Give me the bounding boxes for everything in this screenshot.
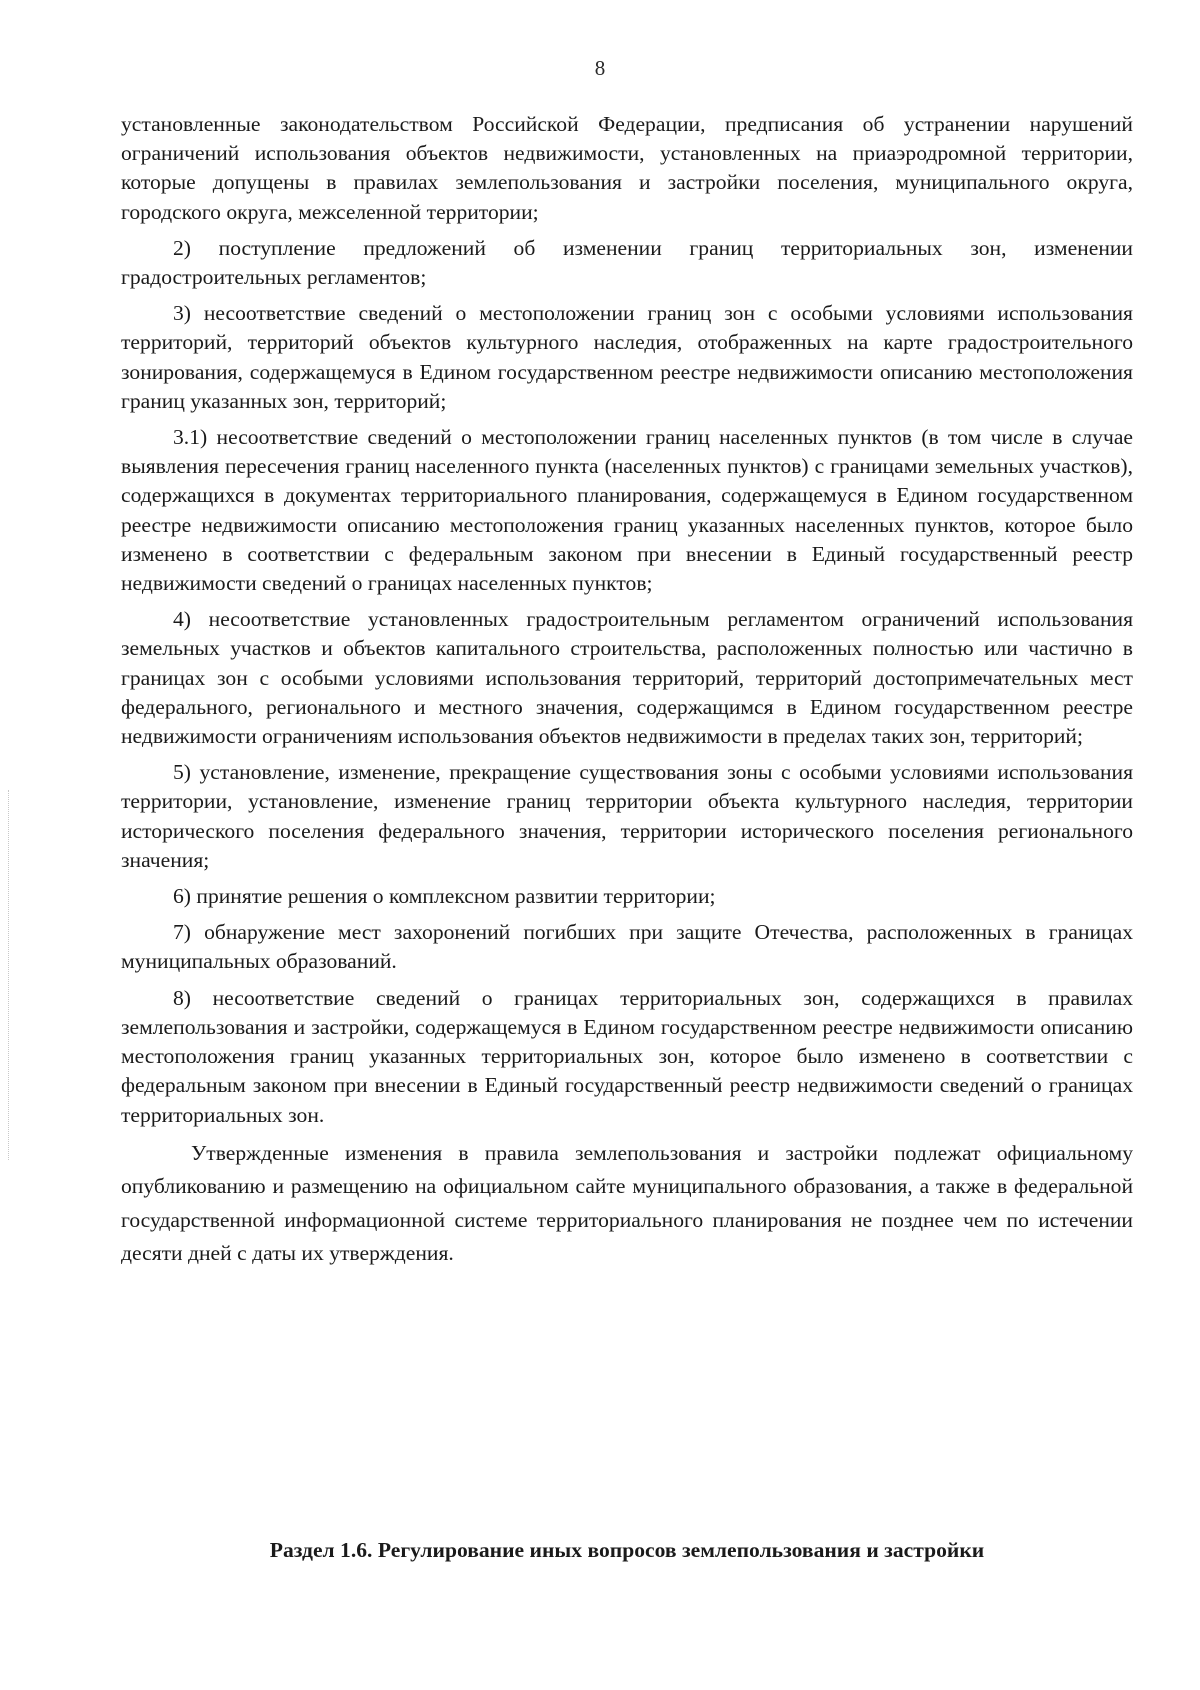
page-number: 8 [594,56,606,80]
scan-margin-artifact [8,790,11,1160]
paragraph-item-8: 8) несоответствие сведений о границах территориальных зон, содержащихся в правилах землепользования и застройки, содержащемуся в Едином государственном реестре недвижимости описанию местоположения границ указанных территориальных зон, которое было изменено в соответствии с федеральным законом при внесении в Единый государственный реестр недвижимости сведений о границах территориальных зон. [121,985,1133,1127]
paragraph-item-3-1: 3.1) несоответствие сведений о местоположении границ населенных пунктов (в том числе в случае выявления пересечения границ населенного пункта (населенных пунктов) с границами земельных участков), содержащихся в документах территориального планирования, содержащемуся в Едином государственном реестре недвижимости описанию местоположения границ указанных населенных пунктов, которое было изменено в соответствии с федеральным законом при внесении в Единый государственный реестр недвижимости сведений о границах населенных пунктов; [121,425,1133,596]
paragraph-item-2: 2) поступление предложений об изменении границ территориальных зон, изменении градостроительных регламентов; [121,235,1133,290]
paragraph-continuation: установленные законодательством Российской Федерации, предписания об устранении нарушений ограничений использования объектов недвижимости, установленных на приаэродромной территории, которые допущены в правилах землепользования и застройки поселения, муниципального округа, городского округа, межселенной территории; [121,112,1133,224]
paragraph-item-6: 6) принятие решения о комплексном развитии территории; [173,884,716,909]
section-heading: Раздел 1.6. Регулирование иных вопросов землепользования и застройки [269,1538,985,1562]
paragraph-item-7: 7) обнаружение мест захоронений погибших при защите Отечества, расположенных в границах муниципальных образований. [121,920,1133,974]
paragraph-item-3: 3) несоответствие сведений о местоположении границ зон с особыми условиями использования территорий, территорий объектов культурного наследия, отображенных на карте градостроительного зонирования, содержащемуся в Едином государственном реестре недвижимости описанию местоположения границ указанных зон, территорий; [121,301,1133,413]
paragraph-item-4: 4) несоответствие установленных градостроительным регламентом ограничений использования земельных участков и объектов капитального строительства, расположенных полностью или частично в границах зон с особыми условиями использования территорий, территорий достопримечательных мест федерального, регионального и местного значения, содержащимся в Едином государственном реестре недвижимости ограничениям использования объектов недвижимости в пределах таких зон, территорий; [121,607,1133,749]
document-body [121,110,1133,1278]
paragraph-approved-changes: Утвержденные изменения в правила землепользования и застройки подлежат официальному опубликованию и размещению на официальном сайте муниципального образования, а также в федеральной государственной информационной системе территориального планирования не позднее чем по истечении десяти дней с даты их утверждения. [121,1140,1133,1266]
paragraph-item-5: 5) установление, изменение, прекращение существования зоны с особыми условиями использования территории, установление, изменение границ территории объекта культурного наследия, территории исторического поселения федерального значения, территории исторического поселения регионального значения; [121,760,1133,872]
